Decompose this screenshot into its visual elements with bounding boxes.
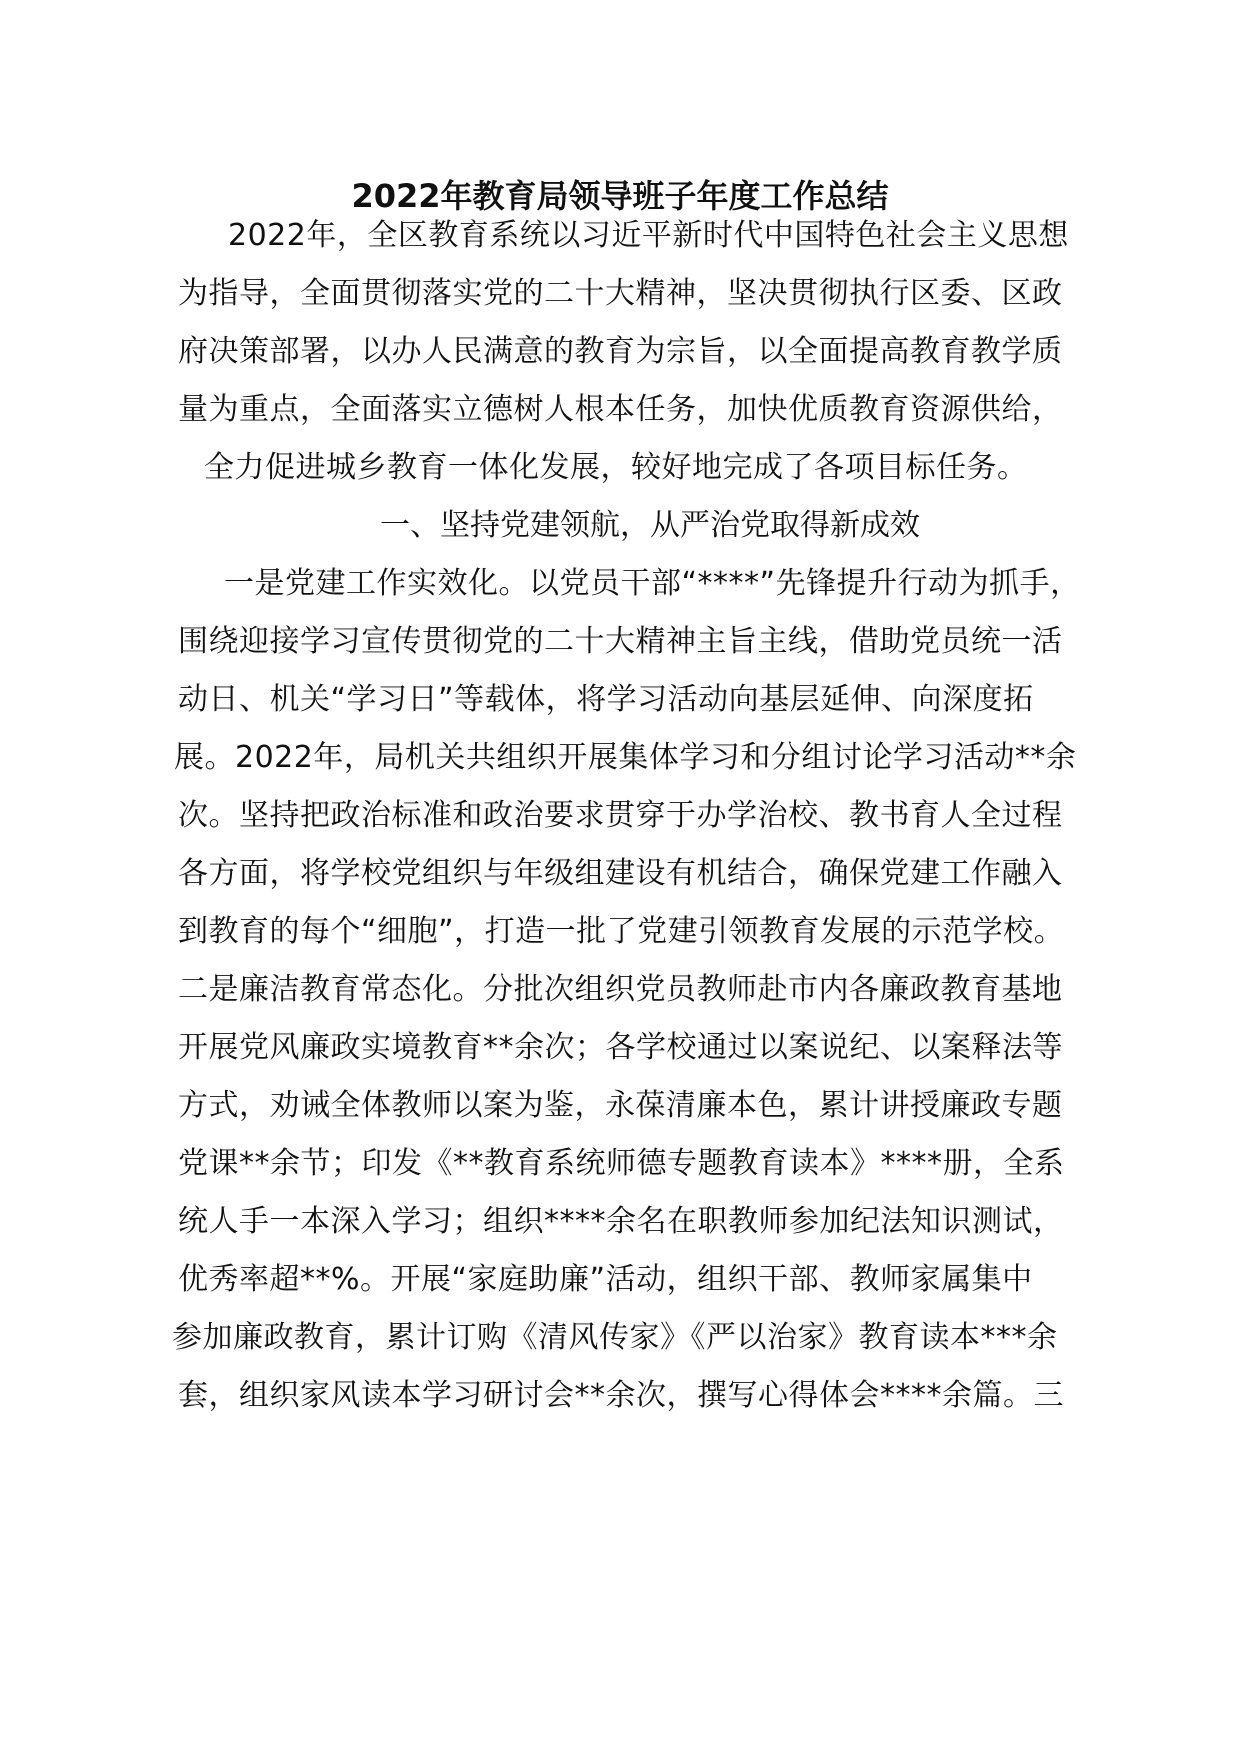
- body-line: 一是党建工作实效化。以党员干部“****”先锋提升行动为抓手，: [224, 566, 1081, 601]
- body-line: 统人手一本深入学习；组织****余名在职教师参加纪法知识测试，: [178, 1204, 1064, 1239]
- intro-line: 2022年，全区教育系统以习近平新时代中国特色社会主义思想: [228, 218, 1069, 253]
- intro-line: 全力促进城乡教育一体化发展，较好地完成了各项目标任务。: [204, 450, 1028, 485]
- body-line: 开展党风廉政实境教育**余次；各学校通过以案说纪、以案释法等: [178, 1030, 1063, 1065]
- intro-line: 府决策部署，以办人民满意的教育为宗旨，以全面提高教育教学质: [178, 334, 1063, 369]
- body-line: 方式，劝诫全体教师以案为鉴，永葆清廉本色，累计讲授廉政专题: [178, 1088, 1063, 1123]
- body-line: 各方面，将学校党组织与年级组建设有机结合，确保党建工作融入: [178, 856, 1063, 891]
- body-line: 围绕迎接学习宣传贯彻党的二十大精神主旨主线，借助党员统一活: [178, 624, 1063, 659]
- body-line: 二是廉洁教育常态化。分批次组织党员教师赴市内各廉政教育基地: [178, 972, 1063, 1007]
- body-line: 展。2022年，局机关共组织开展集体学习和分组讨论学习活动**余: [174, 740, 1077, 775]
- section-heading: 一、坚持党建领航，从严治党取得新成效: [380, 508, 920, 543]
- body-line: 优秀率超**%。开展“家庭助廉”活动，组织干部、教师家属集中: [178, 1262, 1033, 1297]
- body-line: 参加廉政教育，累计订购《清风传家》《严以治家》教育读本***余: [172, 1320, 1058, 1355]
- body-line: 到教育的每个“细胞”，打造一批了党建引领教育发展的示范学校。: [178, 914, 1065, 949]
- document-title: 2022年教育局领导班子年度工作总结: [351, 177, 889, 215]
- intro-line: 为指导，全面贯彻落实党的二十大精神，坚决贯彻执行区委、区政: [178, 276, 1063, 311]
- body-line: 党课**余节；印发《**教育系统师德专题教育读本》****册，全系: [178, 1146, 1065, 1181]
- body-line: 次。坚持把政治标准和政治要求贯穿于办学治校、教书育人全过程: [178, 798, 1063, 833]
- body-line: 套，组织家风读本学习研讨会**余次，撰写心得体会****余篇。三: [178, 1378, 1064, 1413]
- intro-line: 量为重点，全面落实立德树人根本任务，加快优质教育资源供给，: [178, 392, 1063, 427]
- body-line: 动日、机关“学习日”等载体，将学习活动向基层延伸、向深度拓: [178, 682, 1034, 717]
